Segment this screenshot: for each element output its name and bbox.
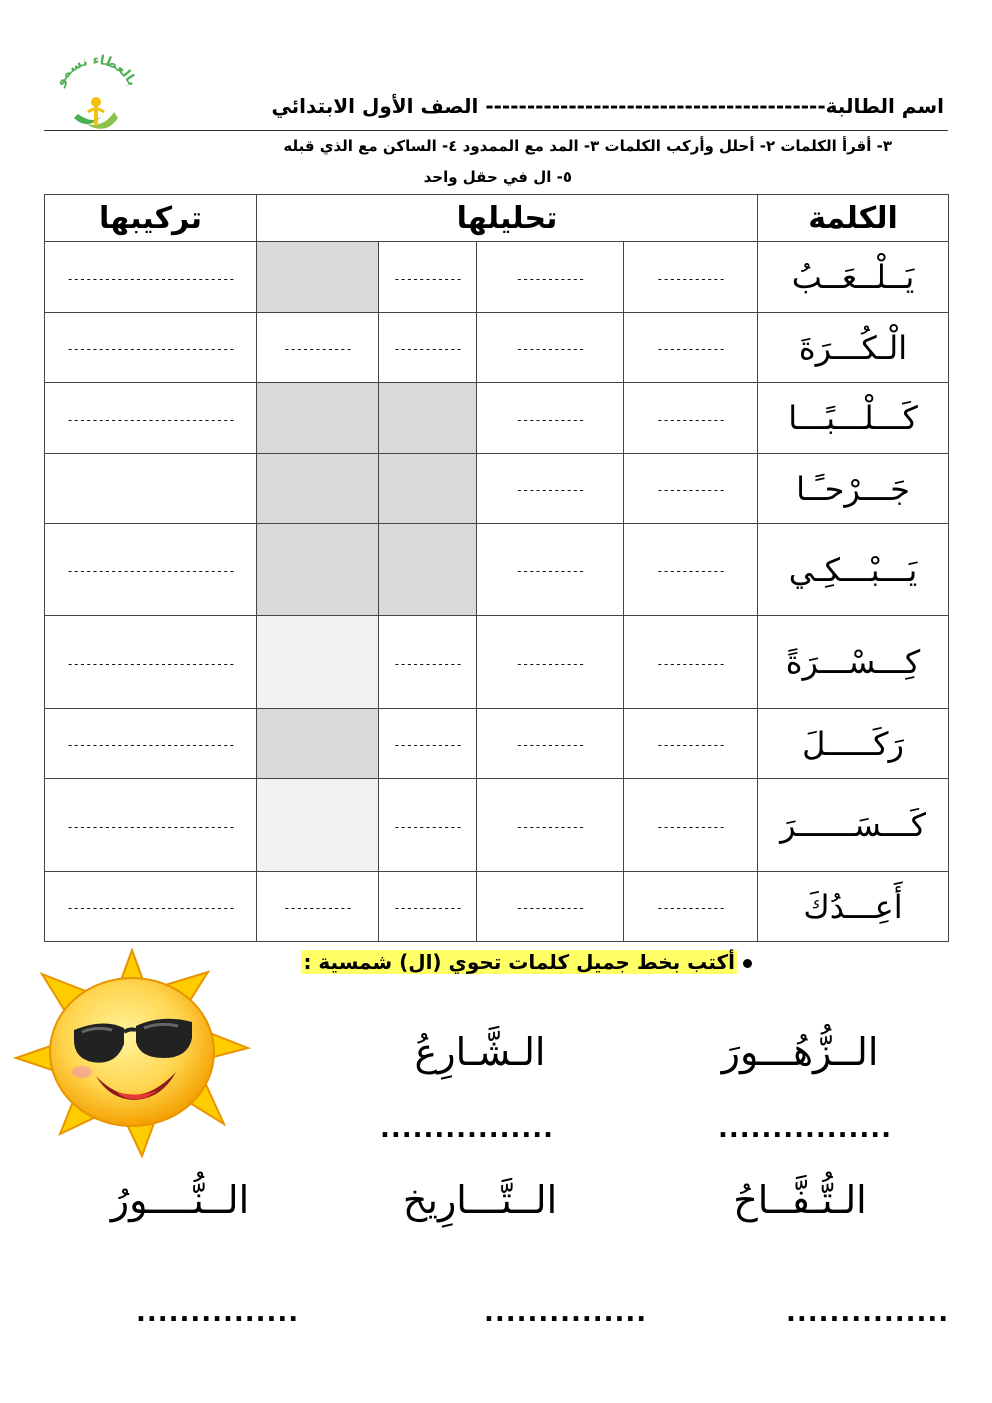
- analysis-blank[interactable]: -----------: [656, 412, 725, 427]
- analysis-blank[interactable]: -----------: [656, 738, 725, 752]
- analysis-blank[interactable]: -----------: [515, 564, 585, 578]
- shaded-cell: [257, 524, 379, 616]
- table-row: [45, 872, 949, 942]
- header-analysis: تحليلها: [257, 195, 758, 242]
- shaded-cell: [257, 616, 379, 709]
- row-word: يَــلْــعَــبُ: [791, 258, 915, 296]
- table-row: [45, 524, 949, 616]
- table-header-row: [45, 195, 949, 242]
- analysis-blank[interactable]: -----------: [656, 483, 725, 497]
- header-divider: [44, 130, 948, 131]
- row-word: كَـــسَــــــرَ: [780, 806, 926, 844]
- task-text: أكتب بخط جميل كلمات تحوي (ال) شمسية :: [303, 950, 735, 974]
- writing-line-3[interactable]: ...............: [786, 1298, 950, 1328]
- analysis-blank[interactable]: -----------: [656, 271, 725, 286]
- word-nur: الــنُّــــورُ: [110, 1178, 250, 1222]
- instructions-line-1: ٣- أقرأ الكلمات ٢- أحلل وأركب الكلمات ٣- المد مع الممدود ٤- الساكن مع الذي قبله: [283, 137, 892, 155]
- writing-task: [301, 950, 752, 974]
- synthesis-blank[interactable]: ---------------------------: [66, 656, 235, 671]
- row-word: رَكَـــــلَ: [802, 724, 904, 763]
- logo-icon: [48, 52, 144, 142]
- analysis-blank[interactable]: -----------: [656, 564, 725, 578]
- analysis-blank[interactable]: -----------: [656, 819, 725, 834]
- logo-text: بالعطاء نسمو: [52, 53, 140, 89]
- analysis-blank[interactable]: -----------: [283, 342, 352, 356]
- writing-line-1[interactable]: ................: [718, 1114, 893, 1144]
- synthesis-blank[interactable]: ---------------------------: [66, 412, 235, 427]
- word-tuffah: الـتُّـفَّــاحُ: [733, 1178, 867, 1222]
- shaded-cell: [257, 383, 379, 454]
- analysis-blank[interactable]: -----------: [393, 819, 462, 834]
- analysis-blank[interactable]: -----------: [393, 342, 462, 356]
- synthesis-empty[interactable]: [45, 454, 257, 524]
- analysis-blank[interactable]: -----------: [515, 656, 585, 671]
- analysis-blank[interactable]: -----------: [515, 412, 585, 427]
- student-name-line: اسم الطالبة----------------------------------------- الصف الأول الابتدائي: [271, 94, 944, 118]
- shaded-cell: [257, 709, 379, 779]
- analysis-blank[interactable]: -----------: [656, 342, 725, 356]
- shaded-cell: [257, 242, 379, 313]
- analysis-blank[interactable]: -----------: [656, 901, 725, 915]
- row-word: الْـكُـــرَةَ: [798, 328, 908, 367]
- analysis-blank[interactable]: -----------: [515, 483, 585, 497]
- analysis-blank[interactable]: -----------: [515, 271, 585, 286]
- writing-line-4[interactable]: ...............: [484, 1298, 648, 1328]
- table-row: [45, 383, 949, 454]
- shaded-cell: [379, 454, 477, 524]
- analysis-blank[interactable]: -----------: [515, 342, 585, 356]
- analysis-blank[interactable]: -----------: [393, 271, 462, 286]
- header-synthesis: تركيبها: [45, 195, 257, 242]
- analysis-blank[interactable]: -----------: [515, 901, 585, 915]
- analysis-blank[interactable]: -----------: [393, 901, 462, 915]
- synthesis-blank[interactable]: ---------------------------: [66, 271, 235, 286]
- table-row: [45, 709, 949, 779]
- sun-icon: [12, 948, 252, 1158]
- synthesis-blank[interactable]: ---------------------------: [66, 901, 235, 915]
- row-word: يَـــبْـــكِـي: [788, 550, 918, 589]
- svg-text:بالعطاء نسمو: [52, 53, 139, 89]
- logo: [48, 52, 144, 142]
- writing-line-2[interactable]: ................: [380, 1114, 555, 1144]
- table-row: [45, 779, 949, 872]
- word-sharia: الـشَّـارِعُ: [414, 1030, 546, 1074]
- word-tarikh: الــتَّـــارِيخ: [402, 1178, 558, 1222]
- analysis-table: [44, 194, 949, 942]
- header-word: الكلمة: [758, 195, 949, 242]
- synthesis-blank[interactable]: ---------------------------: [66, 738, 235, 752]
- table-row: [45, 242, 949, 313]
- analysis-blank[interactable]: -----------: [515, 819, 585, 834]
- synthesis-blank[interactable]: ---------------------------: [66, 819, 235, 834]
- writing-line-5[interactable]: ...............: [136, 1298, 300, 1328]
- row-word: أَعِـــدُكَ: [803, 887, 903, 926]
- table-row: [45, 616, 949, 709]
- shaded-cell: [257, 454, 379, 524]
- row-word: جَـــرْحـًـا: [796, 469, 910, 508]
- bullet-icon: [743, 959, 752, 968]
- analysis-blank[interactable]: -----------: [515, 738, 585, 752]
- instructions-line-2: ٥- ال في حقل واحد: [423, 168, 572, 186]
- shaded-cell: [257, 779, 379, 872]
- shaded-cell: [379, 383, 477, 454]
- row-word: كَـــلْـــبًـــا: [788, 399, 918, 437]
- row-word: كِـــسْـــرَةً: [785, 643, 921, 681]
- sun-illustration: [12, 948, 252, 1158]
- shaded-cell: [379, 524, 477, 616]
- word-zuhur: الــزُّهُـــورَ: [721, 1030, 879, 1074]
- analysis-blank[interactable]: -----------: [283, 901, 352, 915]
- table-row: [45, 313, 949, 383]
- analysis-blank[interactable]: -----------: [393, 738, 462, 752]
- analysis-blank[interactable]: -----------: [393, 656, 462, 671]
- table-row: [45, 454, 949, 524]
- synthesis-blank[interactable]: ---------------------------: [66, 342, 235, 356]
- analysis-blank[interactable]: -----------: [656, 656, 725, 671]
- synthesis-blank[interactable]: ---------------------------: [66, 564, 235, 578]
